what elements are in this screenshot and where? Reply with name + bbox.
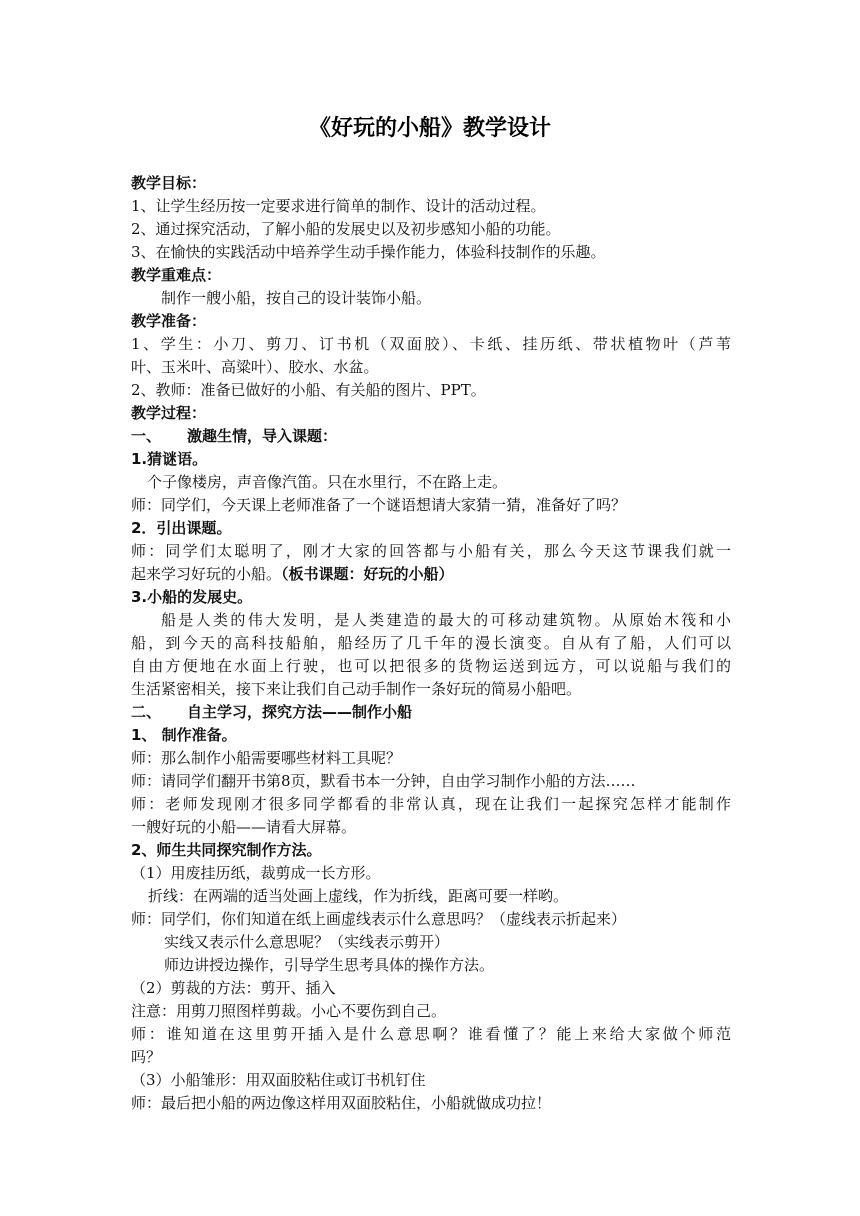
prep-line-2: 师：请同学们翻开书第8页，默看书本一分钟，自由学习制作小船的方法…… — [131, 772, 636, 790]
history-line-2: 船，到今天的高科技船舶，船经历了几千年的漫长演变。自从有了船，人们可以 — [131, 634, 731, 652]
goal-item-2: 2、通过探究活动，了解小船的发展史以及初步感知小船的功能。 — [131, 220, 561, 238]
fold-text: 折线：在两端的适当处画上虚线，作为折线，距离可要一样哟。 — [148, 887, 569, 905]
key-points-heading: 教学重难点： — [131, 266, 222, 284]
part1-number: 一、 — [131, 427, 162, 445]
insert-line-1: 师：谁知道在这里剪开插入是什么意思啊？谁看懂了？能上来给大家做个师范 — [131, 1025, 731, 1043]
part2-section1-heading: 1、 制作准备。 — [131, 726, 237, 744]
prep-line-4: 一艘好玩的小船——请看大屏幕。 — [131, 818, 357, 836]
final-line: 师：最后把小船的两边像这样用双面胶粘住，小船就做成功拉！ — [131, 1094, 552, 1112]
step-3: （3）小船雏形：用双面胶粘住或订书机钉住 — [131, 1071, 426, 1089]
riddle-teacher-line: 师：同学们，今天课上老师准备了一个谜语想请大家猜一猜，准备好了吗？ — [131, 496, 627, 514]
history-line-1: 船是人类的伟大发明，是人类建造的最大的可移动建筑物。从原始木筏和小 — [161, 611, 731, 629]
key-points-text: 制作一艘小船，按自己的设计装饰小船。 — [161, 289, 432, 307]
part2-title: 自主学习，探究方法——制作小船 — [187, 703, 413, 721]
part2-section2-heading: 2、师生共同探究制作方法。 — [131, 841, 322, 859]
part1-title: 激趣生情，导入课题： — [187, 427, 338, 445]
part2-heading — [131, 701, 731, 724]
fold-line — [131, 885, 731, 908]
document-body — [131, 172, 731, 1115]
history-line-3: 自由方便地在水面上行驶，也可以把很多的货物运送到远方，可以说船与我们的 — [131, 657, 731, 675]
caution-line: 注意：用剪刀照图样剪裁。小心不要伤到自己。 — [131, 1002, 447, 1020]
intro-line-2-text: 起来学习好玩的小船。 — [131, 565, 282, 583]
intro-line-2 — [131, 563, 731, 586]
document-title: 《好玩的小船》教学设计 — [308, 116, 551, 141]
preparation-student-line-2: 叶、玉米叶、高粱叶）、胶水、水盆。 — [131, 358, 379, 376]
part1-section3-heading: 3.小船的发展史。 — [131, 588, 253, 606]
board-note: （板书课题：好玩的小船） — [281, 565, 454, 583]
goal-item-3: 3、在愉快的实践活动中培养学生动手操作能力，体验科技制作的乐趣。 — [131, 243, 606, 261]
history-line-4: 生活紧密相关，接下来让我们自己动手制作一条好玩的简易小船吧。 — [131, 680, 582, 698]
demo-line: 师边讲授边操作，引导学生思考具体的操作方法。 — [164, 956, 495, 974]
preparation-heading: 教学准备： — [131, 312, 207, 330]
part1-heading — [131, 425, 731, 448]
goals-heading: 教学目标： — [131, 174, 207, 192]
step-2: （2）剪裁的方法：剪开、插入 — [131, 979, 336, 997]
goal-item-1: 1、让学生经历按一定要求进行简单的制作、设计的活动过程。 — [131, 197, 546, 215]
step-1: （1）用废挂历纸，裁剪成一长方形。 — [131, 864, 381, 882]
process-heading: 教学过程： — [131, 404, 207, 422]
part1-section2-heading: 2．引出课题。 — [131, 519, 232, 537]
riddle-text: 个子像楼房，声音像汽笛。只在水里行，不在路上走。 — [147, 473, 508, 491]
preparation-student-line-1: 1、学生：小刀、剪刀、订书机（双面胶）、卡纸、挂历纸、带状植物叶（芦苇 — [131, 335, 731, 353]
part2-number: 二、 — [131, 703, 162, 721]
insert-line-2: 吗？ — [131, 1048, 162, 1066]
prep-line-1: 师：那么制作小船需要哪些材料工具呢？ — [131, 749, 402, 767]
prep-line-3: 师：老师发现刚才很多同学都看的非常认真，现在让我们一起探究怎样才能制作 — [131, 795, 731, 813]
intro-line-1: 师：同学们太聪明了，刚才大家的回答都与小船有关，那么今天这节课我们就一 — [131, 542, 731, 560]
preparation-teacher: 2、教师：准备已做好的小船、有关船的图片、PPT。 — [131, 381, 486, 399]
dash-question: 师：同学们，你们知道在纸上画虚线表示什么意思吗？（虚线表示折起来） — [131, 910, 627, 928]
solid-question: 实线又表示什么意思呢？（实线表示剪开） — [164, 933, 450, 951]
part1-section1-heading: 1.猜谜语。 — [131, 450, 208, 468]
